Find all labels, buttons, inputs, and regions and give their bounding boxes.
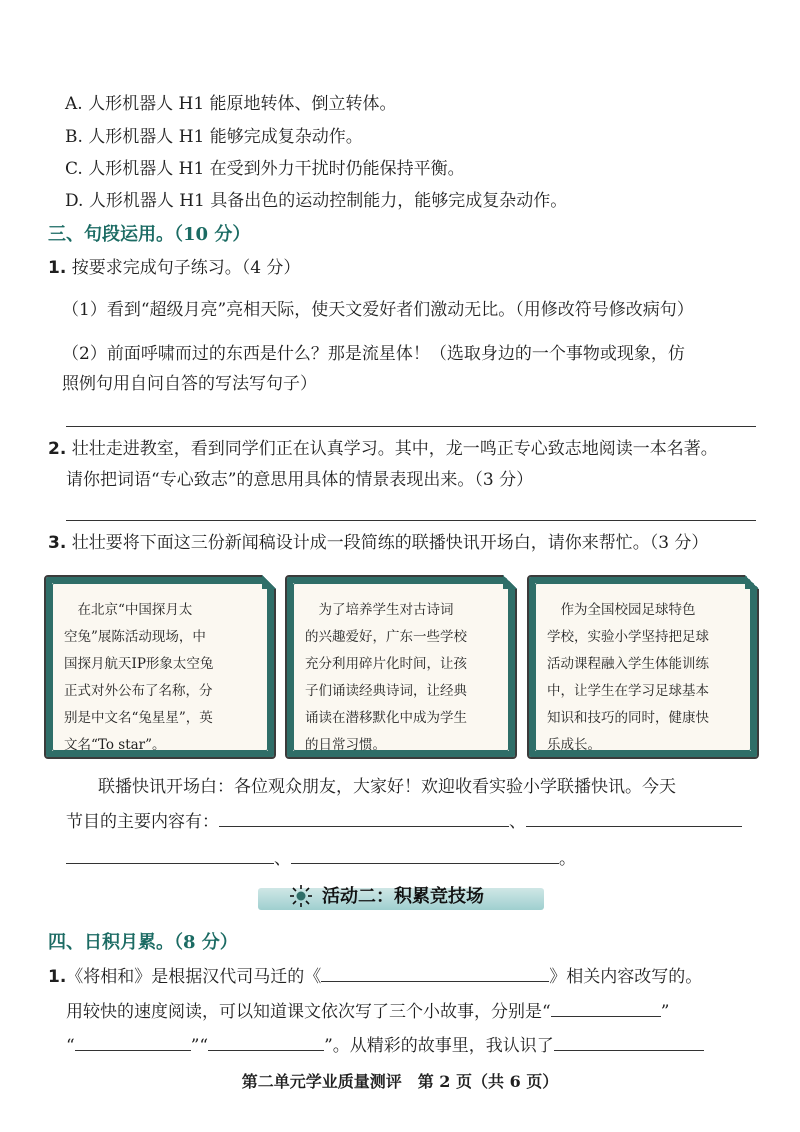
question-number: 1. <box>48 967 67 987</box>
option-d: D. 人形机器人 H1 具备出色的运动控制能力，能够完成复杂动作。 <box>65 191 568 211</box>
question-number: 2. <box>48 439 67 459</box>
news-card-text: 作为全国校园足球特色 学校，实验小学坚持把足球 活动课程融入学生体能训练 中，让学生在学习足球基本 知识和技巧的同时，健康快 乐成长。 <box>547 602 709 753</box>
answer-blank[interactable] <box>219 808 509 827</box>
section-3-title: 三、句段运用。（10 分） <box>48 224 251 245</box>
question-1-sub-1: （1）看到“超级月亮”亮相天际，使天文爱好者们激动无比。（用修改符号修改病句） <box>62 300 694 320</box>
text: ”。从精彩的故事里，我认识了 <box>324 1036 554 1056</box>
answer-blank[interactable] <box>321 963 549 982</box>
answer-blank[interactable] <box>526 808 742 827</box>
text: ” <box>660 1002 670 1022</box>
question-2-line-1 <box>48 437 718 461</box>
section-4-q1-line-2 <box>66 998 669 1024</box>
news-card-2 <box>285 575 517 759</box>
sun-icon <box>290 885 312 907</box>
question-text: 壮壮走进教室，看到同学们正在认真学习。其中，龙一鸣正专心致志地阅读一本名著。 <box>71 439 718 459</box>
question-1-sub-2-line-1: （2）前面呼啸而过的东西是什么？那是流星体！（选取身边的一个事物或现象，仿 <box>62 344 685 364</box>
opening-line-2 <box>66 808 742 834</box>
opening-line-3 <box>66 845 576 871</box>
question-1 <box>48 256 300 280</box>
question-2-line-2: 请你把词语“专心致志”的意思用具体的情景表现出来。（3 分） <box>66 470 534 490</box>
text: 用较快的速度阅读，可以知道课文依次写了三个小故事，分别是“ <box>66 1002 551 1022</box>
text: ”“ <box>190 1036 209 1056</box>
option-c: C. 人形机器人 H1 在受到外力干扰时仍能保持平衡。 <box>65 159 465 179</box>
question-3 <box>48 531 708 555</box>
answer-blank[interactable] <box>208 1032 324 1051</box>
opening-line-1: 联播快讯开场白：各位观众朋友，大家好！欢迎收看实验小学联播快讯。今天 <box>98 777 676 797</box>
page-footer: 第二单元学业质量测评 第 2 页（共 6 页） <box>241 1072 559 1091</box>
text: 》相关内容改写的。 <box>549 967 703 987</box>
section-4-title: 四、日积月累。（8 分） <box>48 932 238 953</box>
answer-line[interactable] <box>66 520 756 521</box>
answer-blank[interactable] <box>291 845 559 864</box>
answer-blank[interactable] <box>75 1032 191 1051</box>
news-card-text: 为了培养学生对古诗词 的兴趣爱好，广东一些学校 充分利用碎片化时间，让孩 子们诵读经典诗词，让经典 诵读在潜移默化中成为学生 的日常习惯。 <box>305 602 467 753</box>
answer-blank[interactable] <box>551 998 661 1017</box>
period: 。 <box>559 849 576 869</box>
section-4-q1-line-1 <box>48 963 702 989</box>
option-b: B. 人形机器人 H1 能够完成复杂动作。 <box>65 127 363 147</box>
question-text: 壮壮要将下面这三份新闻稿设计成一段简练的联播快讯开场白，请你来帮忙。（3 分） <box>71 533 709 553</box>
text: “ <box>66 1036 75 1056</box>
separator: 、 <box>509 812 526 832</box>
section-4-q1-line-3 <box>66 1032 704 1058</box>
option-a: A. 人形机器人 H1 能原地转体、倒立转体。 <box>65 94 397 114</box>
separator: 、 <box>274 849 291 869</box>
answer-line[interactable] <box>66 426 756 427</box>
opening-prefix: 节目的主要内容有： <box>66 812 219 832</box>
answer-blank[interactable] <box>554 1032 704 1051</box>
activity-title: 活动二：积累竞技场 <box>322 886 484 907</box>
question-number: 3. <box>48 533 67 553</box>
answer-blank[interactable] <box>66 845 274 864</box>
news-card-3 <box>527 575 759 759</box>
question-text: 按要求完成句子练习。（4 分） <box>71 258 301 278</box>
text: 《将相和》是根据汉代司马迁的《 <box>66 967 322 987</box>
news-card-text: 在北京“中国探月太 空兔”展陈活动现场，中 国探月航天IP形象太空兔 正式对外公布了名称，分 别是中文名“兔星星”，英 文名“To star”。 <box>64 602 214 753</box>
question-1-sub-2-line-2: 照例句用自问自答的写法写句子） <box>62 374 317 394</box>
question-number: 1. <box>48 258 67 278</box>
news-card-1 <box>44 575 276 759</box>
